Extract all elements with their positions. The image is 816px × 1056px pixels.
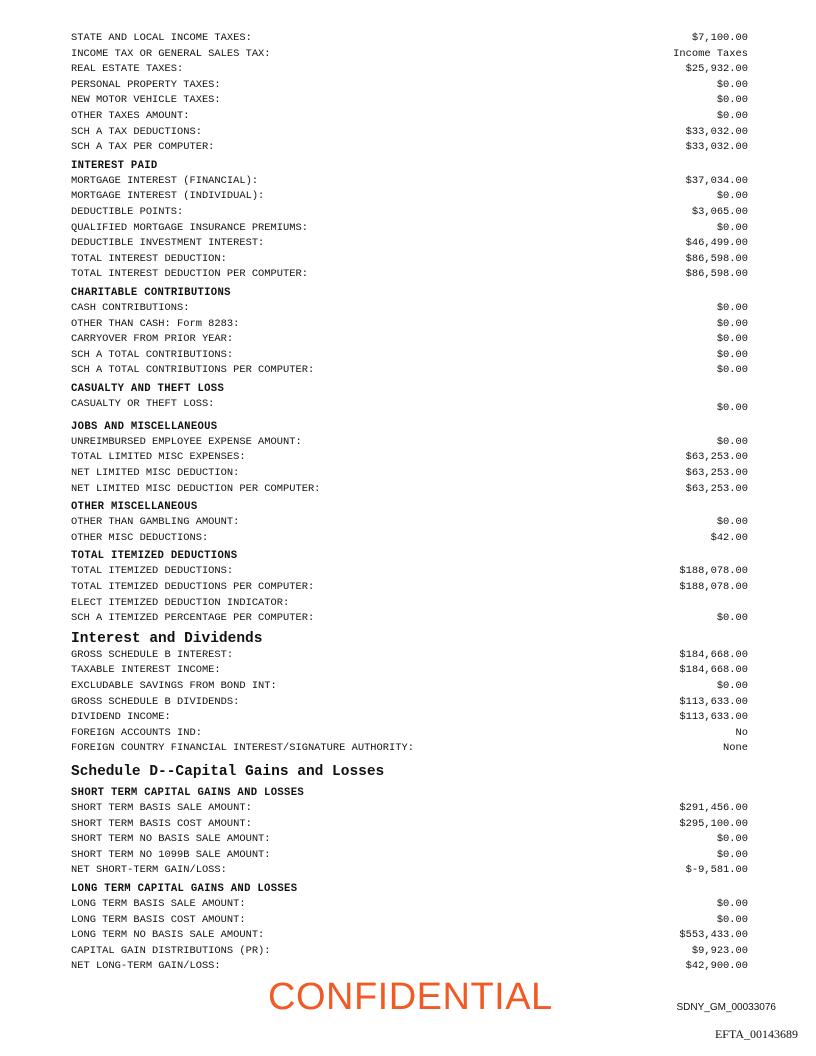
data-row bbox=[71, 78, 748, 94]
row-value: No bbox=[735, 726, 748, 739]
row-label: DEDUCTIBLE INVESTMENT INTEREST: bbox=[71, 237, 265, 250]
row-label: SHORT TERM NO BASIS SALE AMOUNT: bbox=[71, 833, 271, 846]
row-value: $0.00 bbox=[716, 897, 748, 910]
section-heading: CHARITABLE CONTRIBUTIONS bbox=[71, 286, 231, 299]
data-row bbox=[71, 109, 748, 125]
row-value: $86,598.00 bbox=[685, 252, 748, 265]
data-row bbox=[71, 348, 748, 364]
data-row bbox=[71, 397, 748, 417]
data-row bbox=[71, 267, 748, 283]
row-label: UNREIMBURSED EMPLOYEE EXPENSE AMOUNT: bbox=[71, 435, 302, 448]
row-label: GROSS SCHEDULE B INTEREST: bbox=[71, 648, 234, 661]
data-row bbox=[71, 679, 748, 695]
tax-document bbox=[71, 31, 748, 975]
row-value: $0.00 bbox=[716, 402, 748, 415]
data-row bbox=[71, 913, 748, 929]
data-row bbox=[71, 221, 748, 237]
row-value: $33,032.00 bbox=[685, 125, 748, 138]
row-value: $0.00 bbox=[716, 612, 748, 625]
data-row bbox=[71, 863, 748, 879]
data-row bbox=[71, 959, 748, 975]
row-label: INCOME TAX OR GENERAL SALES TAX: bbox=[71, 47, 271, 60]
schedule-d-section bbox=[71, 763, 748, 975]
data-row bbox=[71, 450, 748, 466]
row-value: $0.00 bbox=[716, 78, 748, 91]
row-value: $188,078.00 bbox=[679, 565, 748, 578]
data-row bbox=[71, 301, 748, 317]
row-value: $0.00 bbox=[716, 833, 748, 846]
row-value: $0.00 bbox=[716, 333, 748, 346]
row-label: LONG TERM BASIS COST AMOUNT: bbox=[71, 913, 246, 926]
row-label: STATE AND LOCAL INCOME TAXES: bbox=[71, 32, 252, 44]
jobs-misc-section bbox=[71, 420, 748, 497]
row-label: CASUALTY OR THEFT LOSS: bbox=[71, 397, 215, 410]
data-row bbox=[71, 726, 748, 742]
row-value: $113,633.00 bbox=[679, 711, 748, 724]
data-row bbox=[71, 31, 748, 47]
section-heading: OTHER MISCELLANEOUS bbox=[71, 501, 198, 514]
data-row bbox=[71, 174, 748, 190]
row-value: $0.00 bbox=[716, 94, 748, 107]
section-heading: CASUALTY AND THEFT LOSS bbox=[71, 382, 225, 395]
row-value: $-9,581.00 bbox=[685, 864, 748, 877]
data-row bbox=[71, 435, 748, 451]
data-row bbox=[71, 564, 748, 580]
taxes-section bbox=[71, 31, 748, 156]
row-value: $553,433.00 bbox=[679, 929, 748, 942]
data-row bbox=[71, 205, 748, 221]
row-label: OTHER THAN GAMBLING AMOUNT: bbox=[71, 516, 240, 529]
data-row bbox=[71, 62, 748, 78]
row-label: NET SHORT-TERM GAIN/LOSS: bbox=[71, 864, 227, 877]
row-label: SHORT TERM BASIS COST AMOUNT: bbox=[71, 817, 252, 830]
data-row bbox=[71, 596, 748, 612]
data-row bbox=[71, 710, 748, 726]
data-row bbox=[71, 944, 748, 960]
data-row bbox=[71, 125, 748, 141]
section-heading: SHORT TERM CAPITAL GAINS AND LOSSES bbox=[71, 786, 305, 799]
row-value: $25,932.00 bbox=[685, 63, 748, 76]
row-value: $0.00 bbox=[716, 680, 748, 692]
row-label: OTHER TAXES AMOUNT: bbox=[71, 109, 190, 122]
row-value: $295,100.00 bbox=[679, 817, 748, 830]
row-label: SCH A TAX PER COMPUTER: bbox=[71, 141, 215, 154]
row-label: PERSONAL PROPERTY TAXES: bbox=[71, 78, 221, 91]
data-row bbox=[71, 611, 748, 627]
row-label: QUALIFIED MORTGAGE INSURANCE PREMIUMS: bbox=[71, 221, 308, 234]
data-row bbox=[71, 189, 748, 205]
row-label: TOTAL INTEREST DEDUCTION PER COMPUTER: bbox=[71, 268, 308, 281]
total-itemized-section bbox=[71, 549, 748, 626]
row-value: $0.00 bbox=[716, 301, 748, 314]
row-value: $184,668.00 bbox=[679, 664, 748, 677]
data-row bbox=[71, 848, 748, 864]
row-value: $0.00 bbox=[716, 435, 748, 448]
row-value: $188,078.00 bbox=[679, 581, 748, 594]
data-row bbox=[71, 93, 748, 109]
data-row bbox=[71, 817, 748, 833]
row-value: $3,065.00 bbox=[691, 205, 748, 218]
row-label: FOREIGN COUNTRY FINANCIAL INTEREST/SIGNATURE AUTHORITY: bbox=[71, 742, 414, 755]
row-label: GROSS SCHEDULE B DIVIDENDS: bbox=[71, 695, 240, 708]
row-value: $9,923.00 bbox=[691, 944, 748, 957]
row-label: DEDUCTIBLE POINTS: bbox=[71, 205, 184, 218]
row-value: $86,598.00 bbox=[685, 268, 748, 281]
data-row bbox=[71, 580, 748, 596]
row-label: NET LIMITED MISC DEDUCTION: bbox=[71, 467, 240, 480]
data-row bbox=[71, 482, 748, 498]
row-label: CARRYOVER FROM PRIOR YEAR: bbox=[71, 333, 234, 346]
row-label: NET LONG-TERM GAIN/LOSS: bbox=[71, 960, 221, 973]
row-label: NEW MOTOR VEHICLE TAXES: bbox=[71, 94, 221, 107]
data-row bbox=[71, 47, 748, 63]
row-label: LONG TERM NO BASIS SALE AMOUNT: bbox=[71, 929, 265, 942]
row-value: $0.00 bbox=[716, 317, 748, 330]
row-label: LONG TERM BASIS SALE AMOUNT: bbox=[71, 897, 246, 910]
row-label: REAL ESTATE TAXES: bbox=[71, 63, 184, 76]
row-value: $0.00 bbox=[716, 913, 748, 926]
section-heading: LONG TERM CAPITAL GAINS AND LOSSES bbox=[71, 882, 298, 895]
row-label: ELECT ITEMIZED DEDUCTION INDICATOR: bbox=[71, 596, 290, 609]
casualty-section bbox=[71, 382, 748, 417]
section-heading: JOBS AND MISCELLANEOUS bbox=[71, 420, 218, 433]
interest-dividends-section bbox=[71, 630, 748, 757]
row-value: $46,499.00 bbox=[685, 237, 748, 250]
data-row bbox=[71, 363, 748, 379]
row-label: CASH CONTRIBUTIONS: bbox=[71, 301, 190, 314]
row-label: SCH A ITEMIZED PERCENTAGE PER COMPUTER: bbox=[71, 612, 315, 625]
data-row bbox=[71, 928, 748, 944]
row-label: CAPITAL GAIN DISTRIBUTIONS (PR): bbox=[71, 944, 271, 957]
row-label: OTHER THAN CASH: Form 8283: bbox=[71, 317, 240, 330]
row-value: None bbox=[723, 742, 748, 755]
data-row bbox=[71, 466, 748, 482]
row-value: $42,900.00 bbox=[685, 960, 748, 973]
data-row bbox=[71, 140, 748, 156]
row-value: $184,668.00 bbox=[679, 648, 748, 661]
row-label: MORTGAGE INTEREST (INDIVIDUAL): bbox=[71, 190, 265, 203]
row-value: $63,253.00 bbox=[685, 451, 748, 464]
section-heading: INTEREST PAID bbox=[71, 159, 158, 172]
data-row bbox=[71, 663, 748, 679]
row-label: FOREIGN ACCOUNTS IND: bbox=[71, 726, 202, 739]
data-row bbox=[71, 332, 748, 348]
row-label: SHORT TERM BASIS SALE AMOUNT: bbox=[71, 801, 252, 814]
data-row bbox=[71, 897, 748, 913]
section-heading: TOTAL ITEMIZED DEDUCTIONS bbox=[71, 550, 238, 563]
row-value: $113,633.00 bbox=[679, 695, 748, 708]
row-label: NET LIMITED MISC DEDUCTION PER COMPUTER: bbox=[71, 482, 321, 495]
row-label: SCH A TOTAL CONTRIBUTIONS: bbox=[71, 348, 234, 361]
charitable-section bbox=[71, 286, 748, 379]
row-value: $63,253.00 bbox=[685, 482, 748, 495]
other-misc-section bbox=[71, 500, 748, 546]
row-label: OTHER MISC DEDUCTIONS: bbox=[71, 531, 209, 544]
row-value: $0.00 bbox=[716, 364, 748, 377]
data-row bbox=[71, 648, 748, 664]
row-value: $0.00 bbox=[716, 190, 748, 203]
row-value: $291,456.00 bbox=[679, 801, 748, 814]
row-label: TOTAL ITEMIZED DEDUCTIONS PER COMPUTER: bbox=[71, 581, 315, 594]
data-row bbox=[71, 531, 748, 547]
row-value: $0.00 bbox=[716, 516, 748, 529]
interest-paid-section bbox=[71, 159, 748, 283]
row-label: SHORT TERM NO 1099B SALE AMOUNT: bbox=[71, 848, 271, 861]
row-label: MORTGAGE INTEREST (FINANCIAL): bbox=[71, 174, 259, 187]
row-label: EXCLUDABLE SAVINGS FROM BOND INT: bbox=[71, 680, 277, 692]
data-row bbox=[71, 515, 748, 531]
efta-number: EFTA_00143689 bbox=[714, 1027, 798, 1041]
row-value: $0.00 bbox=[716, 348, 748, 361]
row-label: DIVIDEND INCOME: bbox=[71, 711, 171, 724]
row-value: $63,253.00 bbox=[685, 467, 748, 480]
data-row bbox=[71, 832, 748, 848]
row-label: SCH A TAX DEDUCTIONS: bbox=[71, 125, 202, 138]
data-row bbox=[71, 741, 748, 757]
data-row bbox=[71, 801, 748, 817]
row-value: $0.00 bbox=[716, 848, 748, 861]
row-label: TOTAL ITEMIZED DEDUCTIONS: bbox=[71, 565, 234, 578]
data-row bbox=[71, 695, 748, 711]
row-label: TAXABLE INTEREST INCOME: bbox=[71, 664, 221, 677]
bates-number: SDNY_GM_00033076 bbox=[676, 1002, 776, 1013]
row-label: SCH A TOTAL CONTRIBUTIONS PER COMPUTER: bbox=[71, 364, 315, 377]
data-row bbox=[71, 252, 748, 268]
section-title: Schedule D--Capital Gains and Losses bbox=[71, 763, 385, 780]
row-value: $7,100.00 bbox=[691, 32, 748, 44]
row-value: $42.00 bbox=[710, 531, 748, 544]
data-row bbox=[71, 236, 748, 252]
confidential-stamp: CONFIDENTIAL bbox=[268, 976, 553, 1018]
row-value: Income Taxes bbox=[673, 47, 748, 60]
section-title: Interest and Dividends bbox=[71, 630, 263, 647]
row-value: $0.00 bbox=[716, 221, 748, 234]
row-value: $37,034.00 bbox=[685, 174, 748, 187]
row-value: $33,032.00 bbox=[685, 141, 748, 154]
row-value: $0.00 bbox=[716, 109, 748, 122]
data-row bbox=[71, 317, 748, 333]
row-label: TOTAL INTEREST DEDUCTION: bbox=[71, 252, 227, 265]
row-label: TOTAL LIMITED MISC EXPENSES: bbox=[71, 451, 246, 464]
